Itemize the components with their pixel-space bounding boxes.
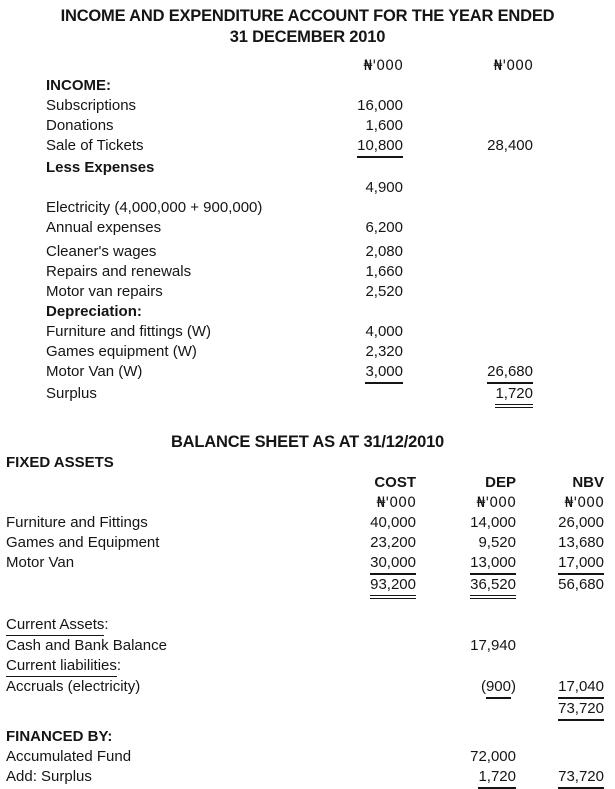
- row-label: Games and Equipment: [6, 534, 160, 551]
- row-label: Motor Van: [6, 554, 75, 571]
- income-currency-header-col2: ₦'000: [493, 58, 533, 74]
- row-label: Annual expenses: [46, 219, 162, 236]
- row-label: Subscriptions: [46, 97, 137, 114]
- heading-colon: :: [104, 616, 109, 633]
- fixed-assets-heading-row: [0, 453, 615, 473]
- expense-row-electricity-amount: [0, 178, 615, 198]
- depreciation-heading-row: [0, 302, 615, 322]
- row-label: Motor van repairs: [46, 283, 163, 300]
- dep-value: 9,520: [478, 534, 516, 551]
- section-spacer: [0, 599, 615, 615]
- less-expenses-heading-row: [0, 158, 615, 178]
- row-label: Accruals (electricity): [6, 678, 141, 695]
- expense-row-cleaners-wages: [0, 242, 615, 262]
- income-row-donations: [0, 116, 615, 136]
- financed-by-heading: FINANCED BY:: [6, 728, 113, 745]
- row-label: Repairs and renewals: [46, 263, 192, 280]
- row-label: Sale of Tickets: [46, 137, 144, 154]
- net-assets-total-underlined: 73,720: [558, 699, 604, 721]
- income-currency-header-col1: ₦'000: [363, 58, 403, 74]
- heading-colon: :: [116, 657, 122, 674]
- current-liabilities-heading-row: [0, 656, 615, 677]
- fixed-asset-row-games: [0, 533, 615, 553]
- fixed-asset-row-furniture: [0, 513, 615, 533]
- row-amount: 4,900: [365, 179, 403, 196]
- income-section-heading: INCOME:: [46, 77, 111, 94]
- row-label: Surplus: [46, 385, 97, 402]
- fixed-assets-heading: FIXED ASSETS: [6, 454, 114, 471]
- nbv-column-header: NBV: [572, 474, 604, 491]
- balance-column-header-row: [0, 473, 615, 493]
- row-amount-underlined: 10,800: [357, 136, 403, 158]
- cost-value: 40,000: [370, 514, 416, 531]
- row-label: Motor Van (W): [46, 363, 143, 380]
- nbv-value: 26,000: [558, 514, 604, 531]
- cost-value-underlined: 30,000: [370, 553, 416, 575]
- row-label: Furniture and Fittings: [6, 514, 148, 531]
- row-amount: 4,000: [365, 323, 403, 340]
- surplus-row: [0, 384, 615, 408]
- cost-column-header: COST: [374, 474, 416, 491]
- row-amount: 2,520: [365, 283, 403, 300]
- expense-row-annual-expenses: [0, 218, 615, 238]
- row-label: Furniture and fittings (W): [46, 323, 212, 340]
- balance-sheet-title: BALANCE SHEET AS AT 31/12/2010: [170, 433, 445, 451]
- surplus-value-underlined: 1,720: [478, 767, 516, 789]
- accruals-row: [0, 677, 615, 699]
- row-amount: 1,660: [365, 263, 403, 280]
- income-section-heading-row: [0, 76, 615, 96]
- expense-row-repairs-renewals: [0, 262, 615, 282]
- depreciation-row-motor-van: [0, 362, 615, 384]
- accruals-amount-underlined: 900: [486, 677, 511, 699]
- accruals-value: [416, 677, 516, 699]
- dep-currency-header: ₦'000: [476, 495, 516, 511]
- row-amount: 6,200: [365, 219, 403, 236]
- row-label: Cash and Bank Balance: [6, 637, 167, 654]
- income-row-sale-of-tickets: [0, 136, 615, 158]
- income-statement-title-line1: INCOME AND EXPENDITURE ACCOUNT FOR THE YEAR ENDED: [60, 7, 555, 25]
- cash-value: 17,940: [470, 637, 516, 654]
- row-label: Cleaner's wages: [46, 243, 157, 260]
- less-expenses-heading: Less Expenses: [46, 159, 155, 176]
- financed-by-heading-row: [0, 727, 615, 747]
- depreciation-heading: Depreciation:: [46, 303, 142, 320]
- row-total: 28,400: [487, 137, 533, 154]
- nbv-currency-header: ₦'000: [564, 495, 604, 511]
- cost-total-double-underlined: 93,200: [370, 575, 416, 599]
- row-amount-underlined: 3,000: [365, 362, 403, 384]
- nbv-value-underlined: 17,000: [558, 553, 604, 575]
- row-label: Add: Surplus: [6, 768, 92, 785]
- dep-column-header: DEP: [485, 474, 516, 491]
- cost-value: 23,200: [370, 534, 416, 551]
- depreciation-row-games-equipment: [0, 342, 615, 362]
- current-assets-heading-row: [0, 615, 615, 636]
- nbv-value: 13,680: [558, 534, 604, 551]
- current-liabilities-heading: Current liabilities: [6, 656, 117, 677]
- row-amount: 2,320: [365, 343, 403, 360]
- dep-value-underlined: 13,000: [470, 553, 516, 575]
- balance-currency-header-row: [0, 493, 615, 513]
- row-label: Donations: [46, 117, 114, 134]
- fixed-asset-row-motor-van: [0, 553, 615, 575]
- row-label: Electricity (4,000,000 + 900,000): [46, 199, 263, 216]
- fixed-asset-totals-row: [0, 575, 615, 599]
- expense-row-electricity-label: [0, 198, 615, 218]
- income-currency-header-row: [0, 56, 615, 76]
- net-current-assets-underlined: 17,040: [558, 677, 604, 699]
- income-statement-title-line2: 31 DECEMBER 2010: [229, 28, 386, 46]
- income-row-subscriptions: [0, 96, 615, 116]
- accumulated-fund-value: 72,000: [470, 748, 516, 765]
- dep-value: 14,000: [470, 514, 516, 531]
- depreciation-row-furniture: [0, 322, 615, 342]
- cash-and-bank-row: [0, 636, 615, 656]
- nbv-total: 56,680: [558, 576, 604, 593]
- cost-currency-header: ₦'000: [376, 495, 416, 511]
- financed-total-underlined: 73,720: [558, 767, 604, 789]
- current-assets-heading: Current Assets: [6, 615, 104, 636]
- dep-total-double-underlined: 36,520: [470, 575, 516, 599]
- paren-close: ): [511, 678, 516, 695]
- accumulated-fund-row: [0, 747, 615, 767]
- income-statement-title: [0, 6, 615, 48]
- total-expenses-underlined: 26,680: [487, 362, 533, 384]
- expense-row-motor-van-repairs: [0, 282, 615, 302]
- row-amount: 1,600: [365, 117, 403, 134]
- row-label: Games equipment (W): [46, 343, 197, 360]
- add-surplus-row: [0, 767, 615, 789]
- surplus-amount-double-underlined: 1,720: [495, 384, 533, 408]
- row-label: Accumulated Fund: [6, 748, 132, 765]
- paren-open: (: [480, 678, 486, 695]
- row-amount: 16,000: [357, 97, 403, 114]
- net-assets-total-row: [0, 699, 615, 721]
- row-amount: 2,080: [365, 243, 403, 260]
